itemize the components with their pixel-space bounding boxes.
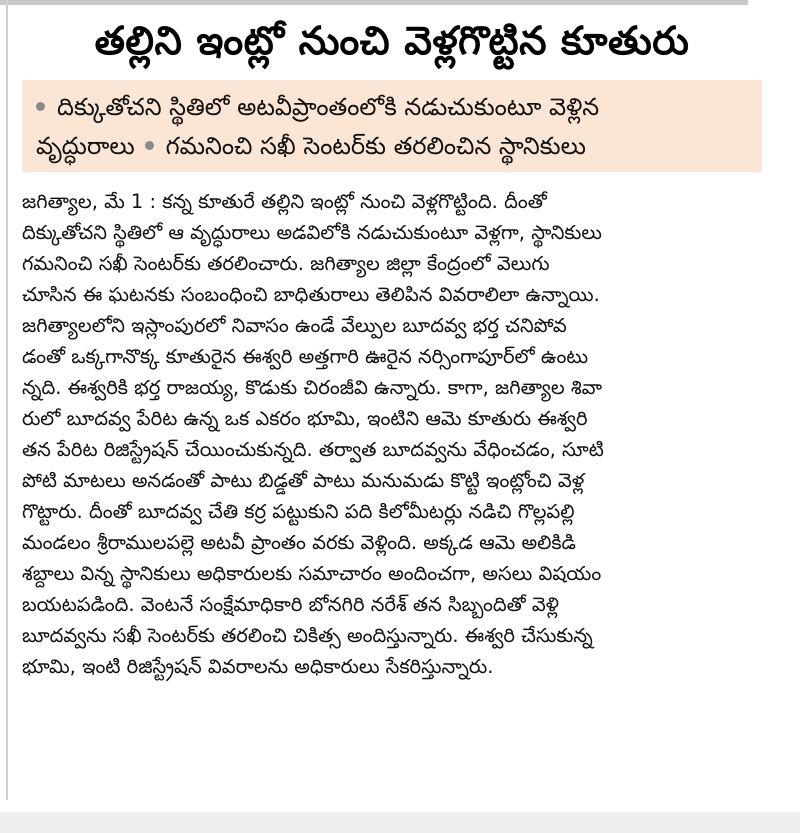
deck-summary xyxy=(22,80,762,172)
article-body xyxy=(22,186,762,682)
deck-line-1 xyxy=(36,88,752,127)
body-line: గమనించి సఖీ సెంటర్‌కు తరలించారు. జగిత్యాల జిల్లా కేంద్రంలో వెలుగు xyxy=(22,252,550,275)
bullet-dot-icon xyxy=(145,141,154,150)
body-line: భూమి, ఇంటి రిజిస్ట్రేషన్ వివరాలను అధికారులు సేకరిస్తున్నారు. xyxy=(22,655,494,678)
top-rule xyxy=(0,0,748,5)
headline: తల్లిని ఇంట్లో నుంచి వెళ్లగొట్టిన కూతురు xyxy=(94,19,690,64)
bullet-dot-icon xyxy=(36,102,45,111)
body-line: జగిత్యాల, మే 1 : కన్న కూతురే తల్లిని ఇంట్లో నుంచి వెళ్లగొట్టింది. దీంతో xyxy=(22,190,547,213)
left-column-rule xyxy=(6,0,8,800)
deck-bullet-1-continued: వృద్ధురాలు xyxy=(36,132,135,160)
body-line: జగిత్యాలలోని ఇస్లాంపురలో నివాసం ఉండే వేల్పుల బూదవ్వ భర్త చనిపోవ xyxy=(22,314,567,337)
body-line: గొట్టారు. దీంతో బూదవ్వ చేతి కర్ర పట్టుకుని పది కిలోమీటర్లు నడిచి గొల్లపల్లి xyxy=(22,500,575,523)
body-line: న్నది. ఈశ్వరికి భర్త రాజయ్య, కొడుకు చిరంజీవి ఉన్నారు. కాగా, జగిత్యాల శివా xyxy=(22,376,603,399)
body-line: బూదవ్వను సఖీ సెంటర్‌కు తరలించి చికిత్స అందిస్తున్నారు. ఈశ్వరి చేసుకున్న xyxy=(22,624,593,647)
deck-line-2 xyxy=(36,127,752,166)
bottom-strip xyxy=(0,812,800,833)
body-line: తన పేరిట రిజిస్ట్రేషన్ చేయించుకున్నది. తర్వాత బూదవ్వను వేధించడం, సూటి xyxy=(22,438,604,461)
body-line: డంతో ఒక్కగానొక్క కూతురైన ఈశ్వరి అత్తగారి ఊరైన నర్సింగాపూర్‌లో ఉంటు xyxy=(22,345,589,368)
body-line: పోటి మాటలు అనడంతో పాటు బిడ్డతో పాటు మనుమడు కొట్టి ఇంట్లోంచి వెళ్ల xyxy=(22,469,585,492)
body-line: శబ్దాలు విన్న స్థానికులు అధికారులకు సమాచారం అందించగా, అసలు విషయం xyxy=(22,562,602,585)
deck-bullet-1: దిక్కుతోచని స్థితిలో అటవీప్రాంతంలోకి నడుచుకుంటూ వెళ్లిన xyxy=(57,93,600,121)
body-line: రులో బూదవ్వ పేరిట ఉన్న ఒక ఎకరం భూమి, ఇంటిని ఆమె కూతురు ఈశ్వరి xyxy=(22,407,588,430)
body-line: బయటపడింది. వెంటనే సంక్షేమాధికారి బోనగిరి నరేశ్ తన సిబ్బందితో వెళ్లి xyxy=(22,593,559,616)
body-line: మండలం శ్రీరాములపల్లె అటవీ ప్రాంతం వరకు వెళ్లింది. అక్కడ ఆమె అలికిడి xyxy=(22,531,576,554)
body-line: దిక్కుతోచని స్థితిలో ఆ వృద్ధురాలు అడవిలోకి నడుచుకుంటూ వెళ్లగా, స్థానికులు xyxy=(22,221,602,244)
news-article xyxy=(22,12,762,682)
body-line: చూసిన ఈ ఘటనకు సంబంధించి బాధితురాలు తెలిపిన వివరాలిలా ఉన్నాయి. xyxy=(22,283,600,306)
deck-bullet-2: గమనించి సఖీ సెంటర్‌కు తరలించిన స్థానికులు xyxy=(165,132,586,160)
